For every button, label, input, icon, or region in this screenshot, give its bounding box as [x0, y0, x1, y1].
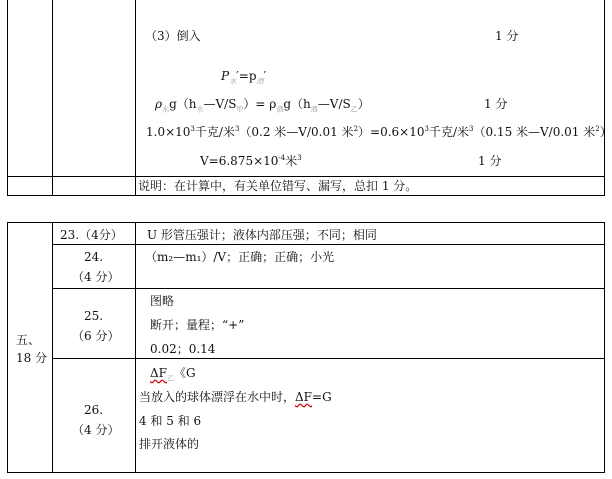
question-25-line2: 断开；量程；“+” — [150, 318, 245, 332]
bottom-border-bottom — [7, 472, 605, 473]
equation-result-points: 1 分 — [478, 154, 502, 168]
top-border-bottom — [7, 195, 605, 196]
row-divider-23 — [52, 244, 605, 245]
bottom-border-left — [7, 222, 8, 473]
question-23-answer: U 形管压强计；液体内部压强；不同；相同 — [147, 228, 377, 242]
scoring-note: 说明：在计算中，有关单位错写、漏写，总扣 1 分。 — [138, 179, 418, 193]
question-25-line3: 0.02；0.14 — [150, 342, 216, 356]
question-25-number: 25. — [84, 309, 104, 323]
equation-pressure-equal: $P_水'=p_酒'$ — [221, 69, 267, 86]
row-divider-25 — [52, 358, 605, 359]
section-label: 五、 — [16, 333, 41, 347]
part3-points: 1 分 — [495, 29, 519, 43]
question-26-line2: 当放入的球体漂浮在水中时，ΔF=G — [139, 390, 332, 404]
question-26-points: （4 分） — [72, 423, 120, 437]
bottom-border-top — [7, 222, 605, 223]
equation-result: $V=6.875\times 10^{-4}$米$^3$ — [200, 154, 302, 168]
question-25-line1: 图略 — [150, 294, 175, 308]
row-divider-24 — [52, 288, 605, 289]
top-border-right — [604, 0, 605, 196]
bottom-col2-divider — [135, 222, 136, 473]
question-26-line3: 4 和 5 和 6 — [139, 414, 202, 428]
section-points: 18 分 — [16, 351, 48, 365]
top-col2-divider — [135, 0, 136, 196]
part3-label: （3）倒入 — [145, 29, 201, 43]
bottom-col1-divider — [52, 222, 53, 473]
top-row-divider — [7, 176, 605, 177]
question-26-line4: 排开液体的 — [139, 437, 200, 451]
bottom-border-right — [604, 222, 605, 473]
equation-expanded: $\rho_水g(h_水—V/S_甲)=$ $\rho_酒g(h_酒—V/S_乙)$ — [155, 97, 370, 114]
top-col1-divider — [52, 0, 53, 196]
question-26-number: 26. — [84, 403, 104, 417]
question-24-points: （4 分） — [72, 270, 120, 284]
equation-expanded-points: 1 分 — [484, 97, 508, 111]
question-23-number: 23.（4分） — [60, 228, 123, 242]
top-border-left — [7, 0, 8, 196]
question-25-points: （6 分） — [72, 329, 120, 343]
question-24-answer: （m₂—m₁）/V；正确；正确；小光 — [145, 250, 335, 264]
question-24-number: 24. — [84, 250, 104, 264]
equation-numeric: $1.0\times 10^3$千克/米$^3$（0.2 米—V/0.01 米$^2)=0.6\times 10^3$千克/米$^3$（0.15 米—V/0.01 米$^2$） — [146, 125, 612, 139]
question-26-line1: $\Delta F_乙$《G — [150, 366, 196, 383]
